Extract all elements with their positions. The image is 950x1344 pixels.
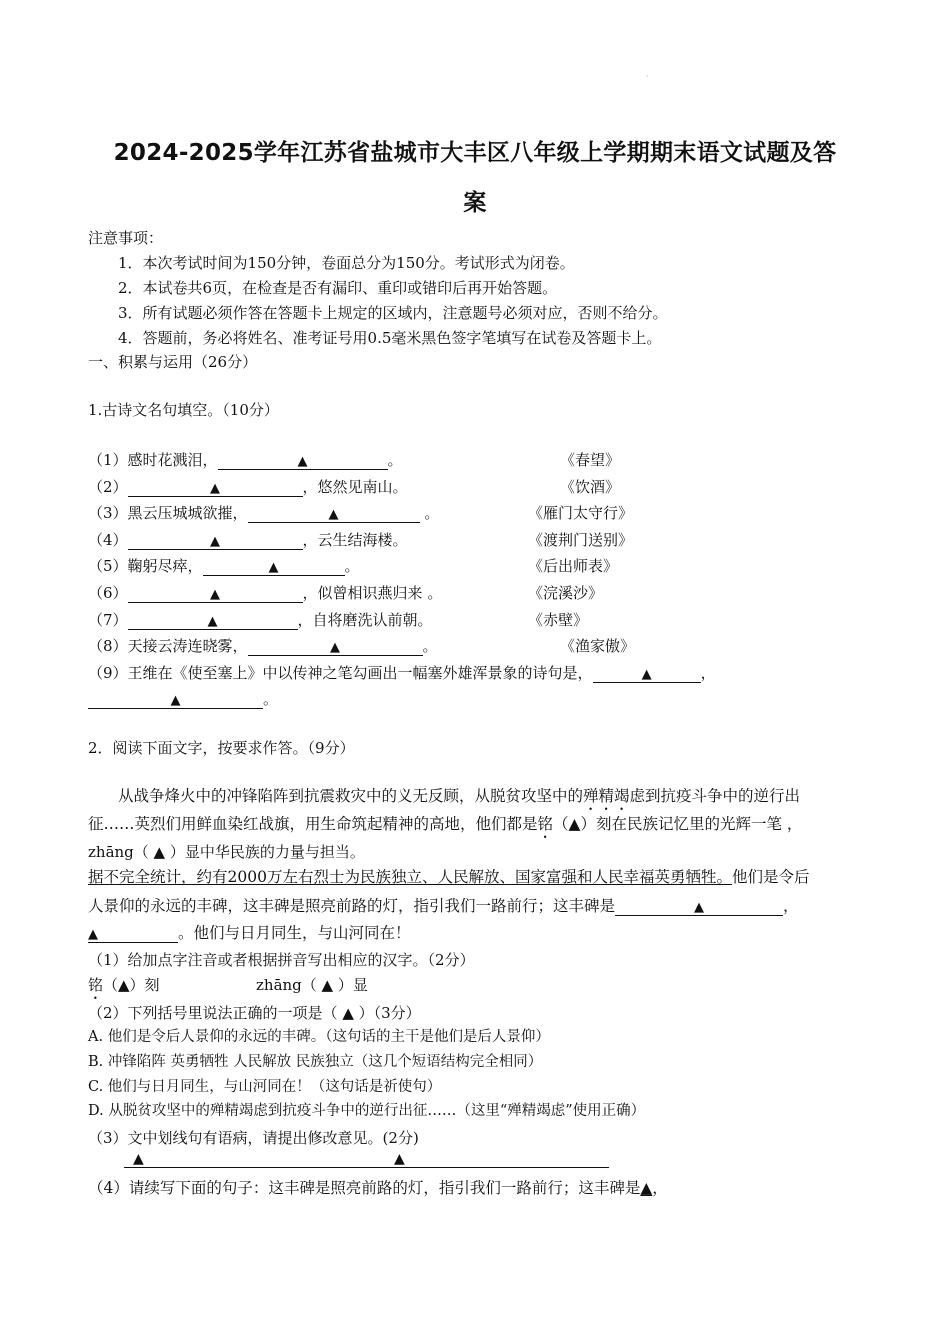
triangle-marker: ▲ xyxy=(641,667,652,682)
question-1-heading: 1.古诗文名句填空。（10分） xyxy=(88,401,279,419)
passage-text: 从战争烽火中的冲锋陷阵到抗震救灾中的义无反顾，从脱贫攻坚中的 xyxy=(118,787,584,805)
passage-line-2 xyxy=(88,814,802,842)
answer-blank xyxy=(88,690,263,709)
poem-line-8 xyxy=(88,636,438,656)
poem-line-prefix: （5）鞠躬尽瘁， xyxy=(88,557,203,575)
poem-line-suffix: 。 xyxy=(344,557,360,575)
poem-line-9-cont xyxy=(88,689,278,709)
answer-blank xyxy=(248,637,423,656)
answer-blank xyxy=(128,611,298,630)
dotted-char: 铭 xyxy=(537,815,554,833)
poem-line-prefix: （4） xyxy=(88,531,128,549)
poem-line-6 xyxy=(88,583,442,603)
sub-question-1-answer-b: zhāng（ ▲ ）显 xyxy=(256,976,368,994)
poem-line-prefix: （9）王维在《使至塞上》中以传神之笔勾画出一幅塞外雄浑景象的诗句是， xyxy=(88,664,593,682)
sub-question-3: （3）文中划线句有语病，请提出修改意见。(2分) xyxy=(88,1129,419,1147)
poem-source: 《渡荆门送别》 xyxy=(528,531,634,549)
passage-line-3: zhāng（ ▲ ）显中华民族的力量与担当。 xyxy=(88,843,365,861)
triangle-marker: ▲ xyxy=(133,1151,144,1167)
triangle-marker: ▲ xyxy=(268,560,279,575)
answer-blank xyxy=(128,531,303,550)
poem-line-suffix: ，自将磨洗认前朝。 xyxy=(297,611,433,629)
triangle-marker: ▲ xyxy=(88,927,98,942)
poem-source: 《赤壁》 xyxy=(528,611,589,629)
poem-line-5 xyxy=(88,556,360,576)
poem-line-prefix: （6） xyxy=(88,584,128,602)
underlined-sentence: 据不完全统计，约有2000万左右烈士为民族独立、人民解放、国家富强和人民幸福英勇牺牲。 xyxy=(88,868,732,886)
poem-line-1 xyxy=(88,450,403,470)
poem-source: 《浣溪沙》 xyxy=(528,584,604,602)
answer-blank xyxy=(88,924,178,943)
sub-question-2: （2）下列括号里说法正确的一项是（ ▲ ）（3分） xyxy=(88,1004,421,1022)
answer-blank xyxy=(615,897,783,916)
poem-line-suffix: ，似曾相识燕归来 。 xyxy=(302,584,443,602)
poem-line-suffix: ，悠然见南山。 xyxy=(302,478,408,496)
passage-text: ， xyxy=(783,897,799,915)
answer-text: （▲）刻 xyxy=(103,976,160,994)
poem-line-suffix: 。 xyxy=(263,690,279,708)
triangle-marker: ▲ xyxy=(297,454,308,469)
answer-blank xyxy=(593,664,701,683)
passage-text: 虑到抗疫斗争中的逆行出 xyxy=(629,787,801,805)
passage-line-5 xyxy=(88,896,799,916)
notice-item-2: 2．本试卷共6页，在检查是否有漏印、重印或错印后再开始答题。 xyxy=(118,279,558,297)
triangle-marker: ▲ xyxy=(210,481,221,496)
notice-item-4: 4．答题前，务必将姓名、准考证号用0.5毫米黑色签字笔填写在试卷及答题卡上。 xyxy=(118,329,662,347)
passage-text: （▲）刻在民族记忆里的光辉一笔 ， xyxy=(553,815,803,833)
triangle-marker: ▲ xyxy=(694,900,705,915)
dotted-chars: 殚精竭 xyxy=(583,787,630,805)
poem-line-prefix: （7） xyxy=(88,611,128,629)
triangle-marker: ▲ xyxy=(210,534,221,549)
answer-blank xyxy=(128,478,303,497)
poem-line-prefix: （2） xyxy=(88,478,128,496)
title-line-1: 2024-2025学年江苏省盐城市大丰区八年级上学期期末语文试题及答 xyxy=(113,140,837,166)
triangle-marker: ▲ xyxy=(210,587,221,602)
passage-line-6 xyxy=(88,923,411,943)
triangle-marker: ▲ xyxy=(640,1179,653,1197)
triangle-marker: ▲ xyxy=(394,1151,405,1167)
passage-text: 。他们与日月同生，与山河同在！ xyxy=(178,924,411,942)
answer-blank xyxy=(128,584,303,603)
poem-line-suffix: 。 xyxy=(419,504,440,522)
poem-line-2 xyxy=(88,477,408,497)
option-a: A. 他们是令后人景仰的永远的丰碑。（这句话的主干是他们是后人景仰） xyxy=(88,1029,550,1045)
passage-line-1 xyxy=(118,786,800,814)
header-dot: · xyxy=(646,72,649,81)
poem-line-suffix: ，云生结海楼。 xyxy=(302,531,408,549)
poem-source: 《饮酒》 xyxy=(560,478,621,496)
passage-line-4 xyxy=(88,867,809,887)
passage-text: 人景仰的永远的丰碑，这丰碑是照亮前路的灯，指引我们一路前行；这丰碑是 xyxy=(88,897,616,915)
triangle-marker: ▲ xyxy=(330,640,341,655)
poem-source: 《后出师表》 xyxy=(528,557,619,575)
page-title xyxy=(60,128,890,228)
triangle-marker: ▲ xyxy=(170,693,181,708)
triangle-marker: ▲ xyxy=(328,507,339,522)
answer-blank xyxy=(218,451,388,470)
poem-line-9 xyxy=(88,663,716,683)
notice-heading: 注意事项： xyxy=(88,229,164,247)
sub-question-1-answer-a xyxy=(88,975,160,1003)
poem-line-3 xyxy=(88,503,439,523)
question-text: （4）请续写下面的句子：这丰碑是照亮前路的灯，指引我们一路前行；这丰碑是 xyxy=(88,1179,641,1197)
question-text: ， xyxy=(652,1179,668,1197)
poem-line-prefix: （1）感时花溅泪， xyxy=(88,451,218,469)
poem-source: 《雁门太守行》 xyxy=(528,504,634,522)
poem-line-4 xyxy=(88,530,408,550)
notice-item-3: 3．所有试题必须作答在答题卡上规定的区域内，注意题号必须对应，否则不给分。 xyxy=(118,304,668,322)
option-b: B. 冲锋陷阵 英勇牺牲 人民解放 民族独立（这几个短语结构完全相同） xyxy=(88,1054,543,1070)
question-2-heading: 2．阅读下面文字，按要求作答。（9分） xyxy=(88,739,355,757)
option-c: C. 他们与日月同生，与山河同在！（这句话是祈使句） xyxy=(88,1079,442,1095)
section-heading: 一、积累与运用（26分） xyxy=(88,353,258,371)
poem-line-prefix: （3）黑云压城城欲摧， xyxy=(88,504,248,522)
answer-blank xyxy=(248,504,420,523)
poem-line-suffix: 。 xyxy=(422,637,438,655)
poem-line-7 xyxy=(88,610,433,630)
poem-line-suffix: ， xyxy=(700,664,716,682)
notice-item-1: 1．本次考试时间为150分钟，卷面总分为150分。考试形式为闭卷。 xyxy=(118,254,575,272)
answer-blank xyxy=(203,557,345,576)
sub-question-4 xyxy=(88,1178,668,1198)
poem-line-suffix: 。 xyxy=(387,451,403,469)
poem-source: 《渔家傲》 xyxy=(560,637,636,655)
option-d: D. 从脱贫攻坚中的殚精竭虑到抗疫斗争中的逆行出征……（这里“殚精竭虑”使用正确） xyxy=(88,1103,646,1119)
dotted-char: 铭 xyxy=(88,976,104,994)
passage-text: 征……英烈们用鲜血染红战旗，用生命筑起精神的高地，他们都是 xyxy=(88,815,538,833)
answer-line xyxy=(124,1167,609,1168)
title-line-2: 案 xyxy=(463,190,487,216)
poem-source: 《春望》 xyxy=(560,451,621,469)
triangle-marker: ▲ xyxy=(207,614,218,629)
sub-question-1: （1）给加点字注音或者根据拼音写出相应的汉字。（2分） xyxy=(88,951,475,969)
poem-line-prefix: （8）天接云涛连晓雾， xyxy=(88,637,248,655)
passage-text: 他们是令后 xyxy=(731,868,810,886)
